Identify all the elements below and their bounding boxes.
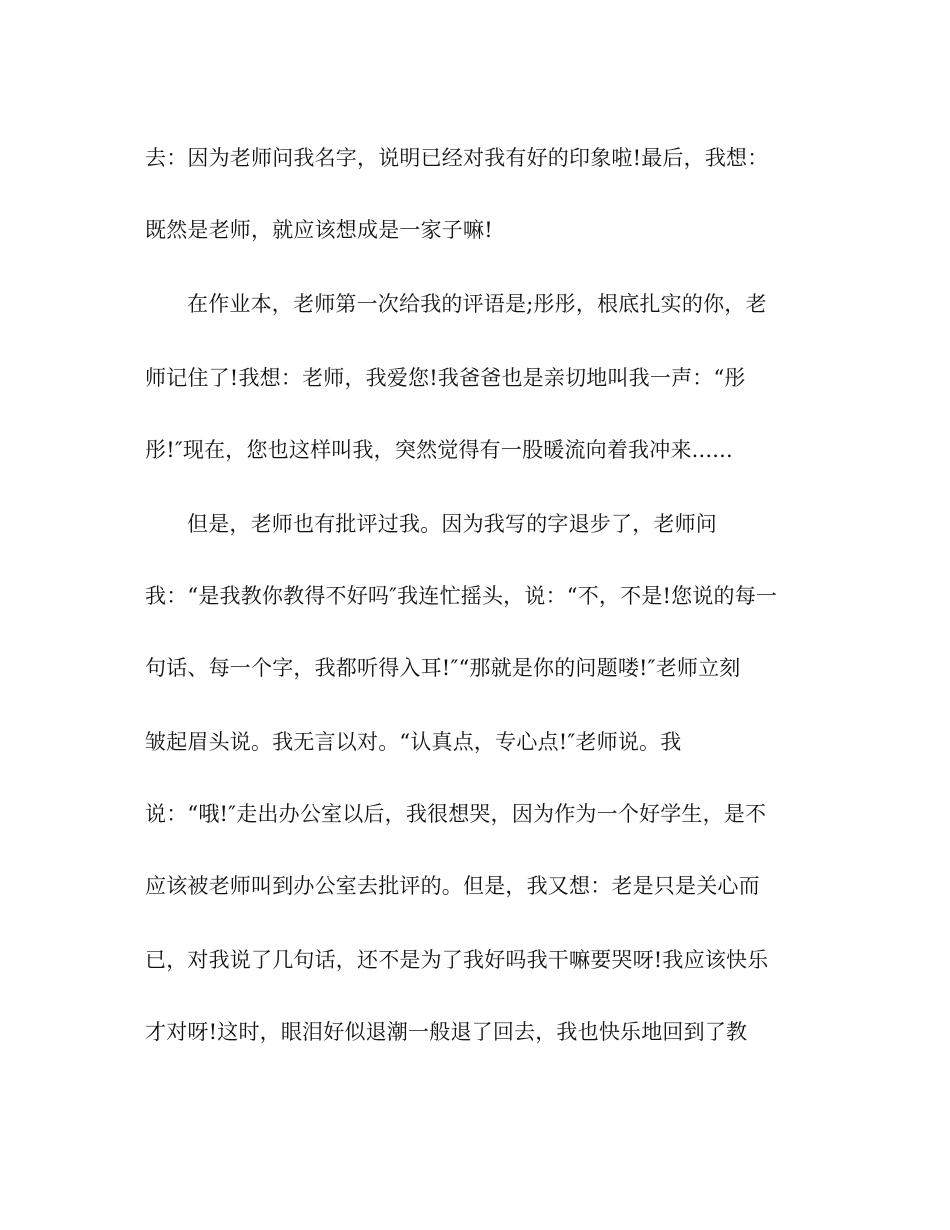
text-line: 师记住了!我想：老师，我爱您!我爸爸也是亲切地叫我一声：“彤 <box>145 366 746 390</box>
text-line: 句话、每一个字，我都听得入耳!″“那就是你的问题喽!″老师立刻 <box>145 656 741 680</box>
text-line: 彤!″现在，您也这样叫我，突然觉得有一股暖流向着我冲来...... <box>145 438 733 462</box>
text-line: 既然是老师，就应该想成是一家子嘛! <box>145 218 493 242</box>
paragraph-start-line: 在作业本，老师第一次给我的评语是;彤彤，根底扎实的你，老 <box>187 292 767 316</box>
text-line: 已，对我说了几句话，还不是为了我好吗我干嘛要哭呀!我应该快乐 <box>145 948 769 972</box>
text-line: 去：因为老师问我名字，说明已经对我有好的印象啦!最后，我想： <box>145 146 769 170</box>
text-line: 说：“哦!″走出办公室以后，我很想哭，因为作为一个好学生，是不 <box>145 802 767 826</box>
text-line: 才对呀!这时，眼泪好似退潮一般退了回去，我也快乐地回到了教 <box>145 1020 748 1044</box>
text-line: 皱起眉头说。我无言以对。“认真点，专心点!″老师说。我 <box>145 730 682 754</box>
text-line: 应该被老师叫到办公室去批评的。但是，我又想：老是只是关心而 <box>145 874 760 898</box>
text-line: 我：“是我教你教得不好吗″我连忙摇头，说：“不，不是!您说的每一 <box>145 584 778 608</box>
paragraph-start-line: 但是，老师也有批评过我。因为我写的字退步了，老师问 <box>187 512 717 536</box>
